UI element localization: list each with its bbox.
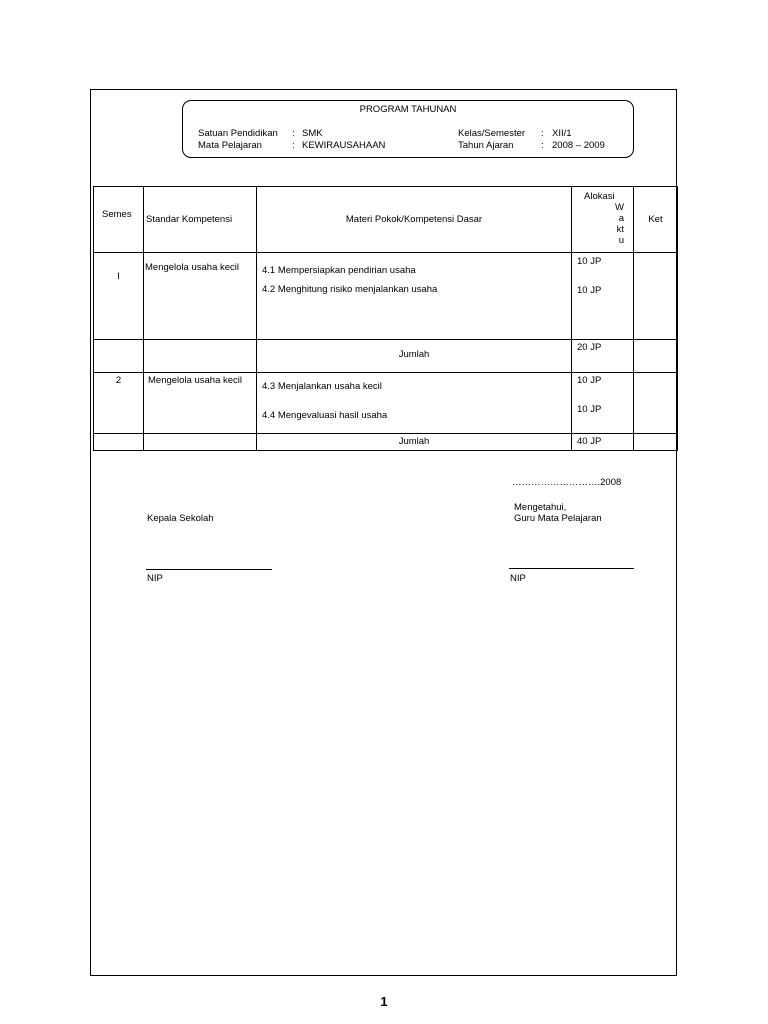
mapel-label: Mata Pelajaran [198, 140, 262, 151]
mapel-sep: : [292, 140, 295, 151]
mapel-value: KEWIRAUSAHAAN [302, 140, 386, 151]
header-waktu-a: a [618, 213, 624, 224]
satuan-label: Satuan Pendidikan [198, 128, 278, 139]
table-row-total [94, 340, 678, 373]
header-ket-text: Ket [648, 214, 663, 225]
header-semes-text: Semes [102, 209, 132, 220]
header-standar [144, 187, 257, 253]
kelas-label: Kelas/Semester [458, 128, 526, 139]
mengetahui-text: Mengetahui, [514, 502, 567, 513]
header-standar-text: Standar Kompetensi [146, 214, 233, 225]
row1-materi-2: 4.2 Menghitung risiko menjalankan usaha [262, 284, 438, 295]
row1-semes: I [117, 271, 120, 282]
kelas-sep: : [541, 128, 544, 139]
row2-waktu-2: 10 JP [577, 404, 602, 415]
program-table [93, 186, 678, 451]
row2-waktu-1: 10 JP [577, 375, 602, 386]
document-title: PROGRAM TAHUNAN [359, 104, 457, 115]
row1-materi-1: 4.1 Mempersiapkan pendirian usaha [262, 265, 416, 276]
header-waktu-kt: kt [616, 224, 624, 235]
row1-total: 20 JP [577, 342, 602, 353]
satuan-value: SMK [302, 128, 323, 139]
row1-standar: Mengelola usaha kecil [145, 262, 240, 273]
row1-total-label: Jumlah [398, 349, 430, 360]
row1-waktu-2: 10 JP [577, 285, 602, 296]
header-ket [634, 187, 678, 253]
row2-semes: 2 [115, 375, 122, 386]
row2-total: 40 JP [577, 436, 602, 447]
table-row-total [94, 434, 678, 451]
right-signature-line [509, 568, 634, 569]
kepala-sekolah-title: Kepala Sekolah [147, 513, 214, 524]
table-row [94, 253, 678, 340]
row1-waktu-1: 10 JP [577, 256, 602, 267]
kelas-value: XII/1 [552, 128, 572, 139]
row1-ket [634, 253, 678, 340]
row2-materi-2: 4.4 Mengevaluasi hasil usaha [262, 410, 388, 421]
left-signature-line [146, 569, 272, 570]
header-materi [257, 187, 572, 253]
row2-standar: Mengelola usaha kecil [148, 375, 243, 386]
satuan-sep: : [292, 128, 295, 139]
row2-total-label: Jumlah [398, 436, 430, 447]
header-materi-text: Materi Pokok/Kompetensi Dasar [345, 214, 483, 225]
right-nip: NIP [510, 573, 526, 584]
header-alokasi [572, 187, 634, 253]
row2-materi-1: 4.3 Menjalankan usaha kecil [262, 381, 382, 392]
guru-title: Guru Mata Pelajaran [514, 513, 602, 524]
row2-ket [634, 373, 678, 434]
tahun-sep: : [541, 140, 544, 151]
header-waktu-u: u [618, 235, 624, 246]
header-semes [94, 187, 144, 253]
left-nip: NIP [147, 573, 163, 584]
table-header-row [94, 187, 678, 253]
date-line: ……………………….2008 [512, 477, 622, 488]
header-waktu-w: W [615, 202, 624, 213]
header-alokasi-text: Alokasi [584, 191, 615, 202]
tahun-label: Tahun Ajaran [458, 140, 514, 151]
tahun-value: 2008 – 2009 [552, 140, 605, 151]
table-row [94, 373, 678, 434]
page-number: 1 [380, 994, 388, 1009]
